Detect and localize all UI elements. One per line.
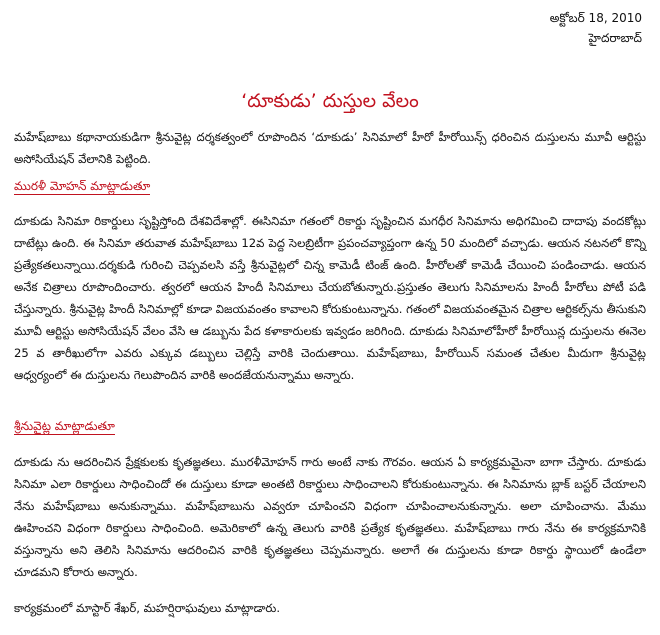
article-intro: మహేష్‌బాబు కథానాయకుడిగా శ్రీనువైట్ల దర్శకత్వంలో రూపొందిన ‘దూకుడు’ సినిమాలో హీరో హీరోయిన్స్ ధరించిన దుస్తులను మూవీ ఆర్టిస్టు అసోసియేషన్ వేలానికి పెట్టింది.: [14, 130, 646, 166]
article-date: అక్టోబర్ 18, 2010: [549, 11, 642, 25]
section-body-murali-mohan: దూకుడు సినిమా రికార్డులు సృష్టిస్తోంది దేశవిదేశాల్లో. ఈసినిమా గతంలో రికార్డు సృష్టించిన మగధీర సినిమాను అధిగమించి దాదాపు వందకోట్లు దాటేట్లు ఉంది. ఈ సినిమా తరువాత మహేష్‌బాబు 12వ పెద్ద సెలబ్రిటీగా ప్రపంచవ్యాప్తంగా ఉన్న 50 మందిలో వచ్చాడు. ఆయన నటనలో కొన్ని ప్రత్యేకతలున్నాయి.దర్శకుడి గురించి చెప్పవలసి వస్తే శ్రీనువైట్లలో చిన్న కామెడీ టింజ్ ఉంది. హీరోలతో కామెడీ చేయించి పండించాడు. ఆయన అనేక చిత్రాలు రూపొందించారు. త్వరలో ఆయన హిందీ సినిమాలు చేయబోతున్నారు.ప్రస్తుతం తెలుగు సినిమాలను హిందీ హీరోలు పోటీ పడి చేస్తున్నారు. శ్రీనువైట్ల హిందీ సినిమాల్లో కూడా విజయవంతం కావాలని కోరుకుంటున్నాను. గతంలో విజయవంతమైన చిత్రాల ఆర్టికల్స్‌ను తీసుకుని మూవీ ఆర్టిస్టు అసోసియేషన్ వేలం వేసి ఆ డబ్బును పేద కళాకారులకు ఇవ్వడం జరిగింది. దూకుడు సినిమాలోహీరో హీరోయిన్ల దుస్తులను ఈనెల 25 వ తారీఖులోగా ఎవరు ఎక్కువ డబ్బులు చెల్లిస్తే వారికి చెందుతాయి. మహేష్‌బాబు, హీరోయిన్ సమంత చేతుల మీదుగా శ్రీనువైట్ల ఆధ్వర్యంలో ఈ దుస్తులను గెలుపొందిన వారికి అందజేయనున్నాము అన్నారు.: [14, 214, 646, 382]
section-heading-murali-mohan: మురళీ మోహన్ మాట్లాడుతూ: [14, 179, 151, 193]
article-closing: కార్యక్రమంలో మాస్టార్ శేఖర్, మహర్షిరాఘవులు మాట్లాడారు.: [14, 601, 280, 615]
article-place: హైదరాబాద్: [588, 31, 642, 45]
section-heading-srinu-vaitla: శ్రీనువైట్ల మాట్లాడుతూ: [14, 419, 115, 433]
dateline: [550, 8, 642, 48]
article-title: ‘దూకుడు’ దుస్తుల వేలం: [241, 90, 419, 112]
section-body-srinu-vaitla: దూకుడు ను ఆదరించిన ప్రేక్షకులకు కృతజ్ఞతలు. మురళీమోహన్ గారు అంటే నాకు గౌరవం. ఆయన ఏ కార్యక్రమమైనా బాగా చేస్తారు. దూకుడు సినిమా ఎలా రికార్డులు సాధించిందో ఈ దుస్తులు కూడా అంతటి రికార్డులు సాధించాలని కోరుకుంటున్నాను. ఈ సినిమాను బ్లాక్ బస్టర్ చేయాలని నేను మహేష్‌బాబు అనుకున్నాము. మహేష్‌బాబును ఎవ్వరూ చూపించని విధంగా చూపించాలనుకున్నాను. అలా చూపించాను. మేము ఊహించని విధంగా రికార్డులు సాధించింది. అమెరికాలో ఉన్న తెలుగు వారికి ప్రత్యేక కృతజ్ఞతలు. మహేష్‌బాబు గారు నేను ఈ కార్యక్రమానికి వస్తున్నాను అని తెలిసి సినిమాను ఆదరించిన వారికి కృతజ్ఞతలు చెప్పమన్నారు. అలాగే ఈ దుస్తులను కూడా రికార్డు స్థాయిలో ఉండేలా చూడమని కోరారు అన్నారు.: [14, 455, 646, 579]
